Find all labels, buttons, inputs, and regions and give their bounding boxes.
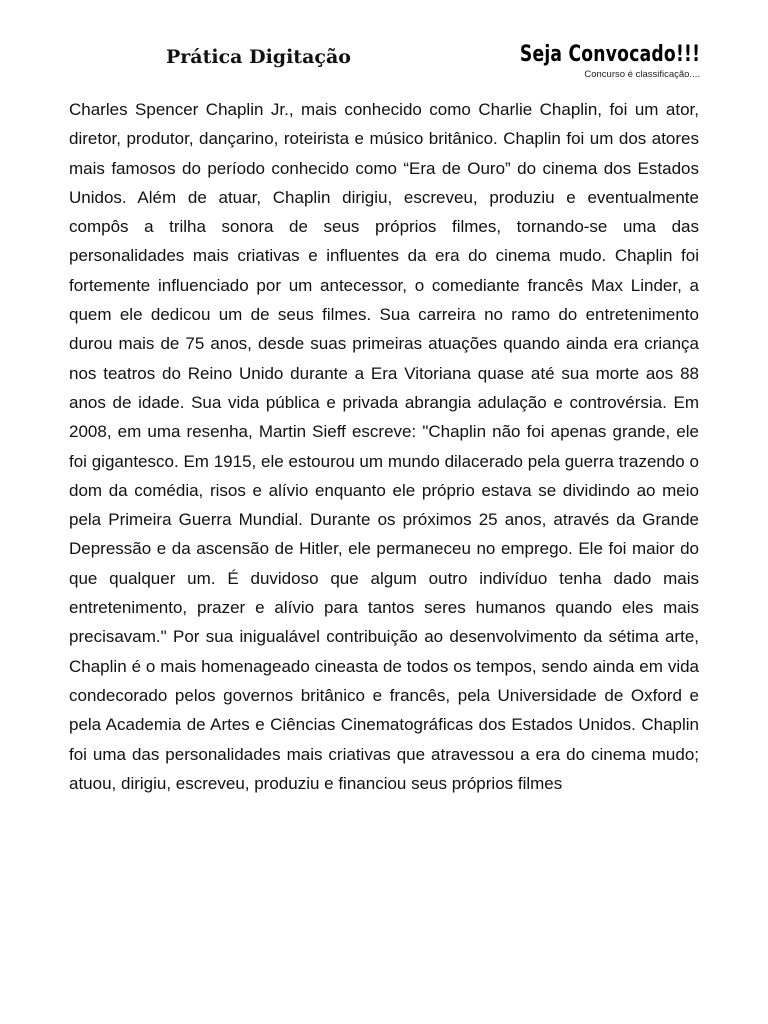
body-paragraph: Charles Spencer Chaplin Jr., mais conhecido como Charlie Chaplin, foi um ator, diretor, produtor, dançarino, roteirista e músico britânico. Chaplin foi um dos atores mais famosos do período conhecido como “Era de Ouro” do cinema dos Estados Unidos. Além de atuar, Chaplin dirigiu, escreveu, produziu e eventualmente compôs a trilha sonora de seus próprios filmes, tornando-se uma das personalidades mais criativas e influentes da era do cinema mudo. Chaplin foi fortemente influenciado por um antecessor, o comediante francês Max Linder, a quem ele dedicou um de seus filmes. Sua carreira no ramo do entretenimento durou mais de 75 anos, desde suas primeiras atuações quando ainda era criança nos teatros do Reino Unido durante a Era Vitoriana quase até sua morte aos 88 anos de idade. Sua vida pública e privada abrangia adulação e controvérsia. Em 2008, em uma resenha, Martin Sieff escreve: "Chaplin não foi apenas grande, ele foi gigantesco. Em 1915, ele estourou um mundo dilacerado pela guerra trazendo o dom da comédia, risos e alívio enquanto ele próprio estava se dividindo ao meio pela Primeira Guerra Mundial. Durante os próximos 25 anos, através da Grande Depressão e da ascensão de Hitler, ele permaneceu no emprego. Ele foi maior do que qualquer um. É duvidoso que algum outro indivíduo tenha dado mais entretenimento, prazer e alívio para tantos seres humanos quando eles mais precisavam." Por sua inigualável contribuição ao desenvolvimento da sétima arte, Chaplin é o mais homenageado cineasta de todos os tempos, sendo ainda em vida condecorado pelos governos britânico e francês, pela Universidade de Oxford e pela Academia de Artes e Ciências Cinematográficas dos Estados Unidos. Chaplin foi uma das personalidades mais criativas que atravessou a era do cinema mudo; atuou, dirigiu, escreveu, produziu e financiou seus próprios filmes xyxy=(69,100,699,793)
page-title: Prática Digitação xyxy=(166,46,351,68)
brand-tagline: Concurso é classificação.... xyxy=(584,69,700,80)
brand-block xyxy=(469,42,700,81)
brand-name: Seja Convocado!!! xyxy=(519,42,700,67)
